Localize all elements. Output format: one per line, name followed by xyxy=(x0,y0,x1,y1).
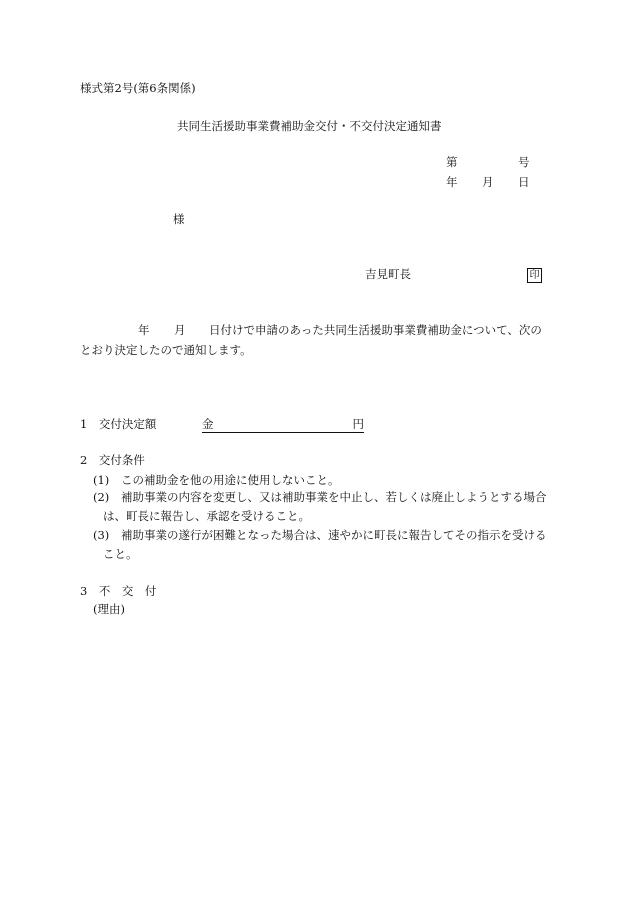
issuer-seal xyxy=(527,266,542,283)
document-title: 共同生活援助事業費補助金交付・不交付決定通知書 xyxy=(177,119,442,133)
amount-currency: 金 xyxy=(202,417,214,431)
form-label: 様式第2号(第6条関係) xyxy=(80,81,196,95)
date-day: 日 xyxy=(518,175,530,189)
amount-field xyxy=(202,416,364,433)
date-month: 月 xyxy=(482,175,494,189)
condition-3-num: (3) xyxy=(93,528,110,542)
section2-heading: 2 交付条件 xyxy=(80,453,145,467)
section3-heading: 3 不 交 付 xyxy=(80,584,157,598)
body-line1: 日付けで申請のあった共同生活援助事業費補助金について、次の xyxy=(209,323,542,337)
number-prefix: 第 xyxy=(446,155,458,169)
condition-3-line2: こと。 xyxy=(103,547,138,561)
issuer-name: 吉見町長 xyxy=(365,267,411,281)
condition-1-num: (1) xyxy=(93,473,110,487)
condition-2-num: (2) xyxy=(93,490,110,504)
number-suffix: 号 xyxy=(518,155,530,169)
reason-label: (理由) xyxy=(93,602,125,616)
addressee-honorific: 様 xyxy=(173,212,185,226)
seal-mark: 印 xyxy=(527,268,542,283)
body-year: 年 xyxy=(138,323,150,337)
date-year: 年 xyxy=(446,175,458,189)
condition-1-line1: この補助金を他の用途に使用しないこと。 xyxy=(121,473,340,487)
body-month: 月 xyxy=(174,323,186,337)
condition-3-line1: 補助事業の遂行が困難となった場合は、速やかに町長に報告してその指示を受ける xyxy=(121,528,547,542)
amount-unit: 円 xyxy=(352,417,364,431)
condition-2-line2: は、町長に報告し、承認を受けること。 xyxy=(103,509,310,523)
body-line2: とおり決定したので通知します。 xyxy=(80,343,252,357)
section1-heading: 1 交付決定額 xyxy=(80,417,157,431)
condition-2-line1: 補助事業の内容を変更し、又は補助事業を中止し、若しくは廃止しようとする場合 xyxy=(121,490,547,504)
